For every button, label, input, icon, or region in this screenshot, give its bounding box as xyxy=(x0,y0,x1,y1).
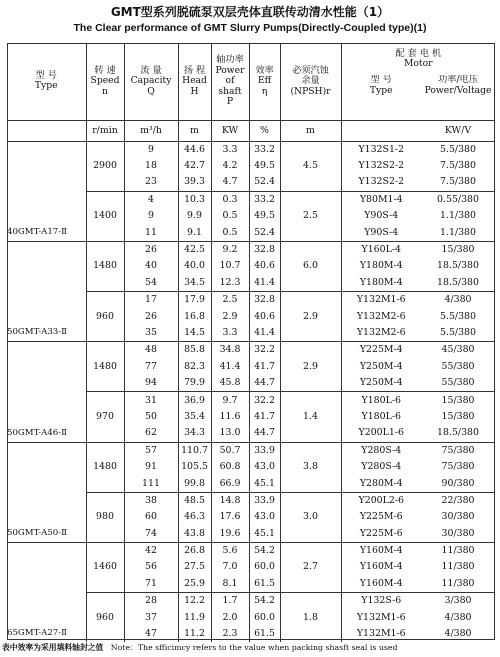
unit-motor-power: KW/V xyxy=(421,120,495,141)
power-cell: 17.6 xyxy=(211,509,249,525)
motor-power-cell: 3/380 xyxy=(421,593,495,610)
motor-type-cell: Y250M-4 xyxy=(341,359,421,375)
motor-power-cell: 90/380 xyxy=(441,477,475,489)
eff-cell: 41.7 xyxy=(249,359,280,375)
unit-power: KW xyxy=(211,120,249,141)
pump-type: 50GMT-A50-Ⅱ xyxy=(7,442,86,542)
capacity-cell: 42 xyxy=(124,542,178,559)
speed-cell: 1460 xyxy=(86,542,124,592)
motor-type-cell: Y132S2-2 xyxy=(341,174,421,191)
npsh-cell: 1.4 xyxy=(280,392,341,442)
head-cell: 85.8 xyxy=(178,342,211,359)
power-cell: 0.3 xyxy=(211,191,249,208)
head-cell: 105.5 xyxy=(178,459,211,475)
head-cell: 34.5 xyxy=(178,275,211,292)
motor-type-cell: Y280S-4 xyxy=(341,442,421,459)
capacity-cell: 40 xyxy=(124,258,178,274)
unit-npsh: m xyxy=(280,120,341,141)
capacity-cell: 50 xyxy=(124,409,178,425)
eff-cell: 33.2 xyxy=(249,191,280,208)
speed-cell: 1480 xyxy=(86,442,124,492)
power-cell: 7.0 xyxy=(211,559,249,575)
npsh-cell: 3.0 xyxy=(280,492,341,542)
motor-power-cell: 30/380 xyxy=(441,527,475,539)
pump-type: 40GMT-A17-Ⅱ xyxy=(7,141,86,241)
head-cell: 43.8 xyxy=(178,525,211,542)
motor-power-cell: 11/380 xyxy=(441,561,475,573)
motor-power-cell: 15/380 xyxy=(441,410,475,422)
npsh-cell: 2.9 xyxy=(280,342,341,392)
capacity-cell: 11 xyxy=(124,224,178,241)
unit-motor-type xyxy=(341,120,421,141)
power-cell: 34.8 xyxy=(211,342,249,359)
motor-power-cell: 1.1/380 xyxy=(440,226,476,238)
npsh-cell: 1.8 xyxy=(280,593,341,643)
npsh-cell: 2.9 xyxy=(280,292,341,342)
motor-power-cell: 18.5/380 xyxy=(437,427,479,439)
header-type: 型 号 Type xyxy=(34,69,58,92)
motor-type-cell: Y90S-4 xyxy=(341,224,421,241)
capacity-cell: 111 xyxy=(124,475,178,492)
motor-type-cell: Y160L-4 xyxy=(341,241,421,258)
header-speed: 转 速 Speed n xyxy=(86,43,124,120)
eff-cell: 49.5 xyxy=(249,208,280,224)
power-cell: 2.5 xyxy=(211,292,249,309)
power-cell: 9.7 xyxy=(211,392,249,409)
power-cell: 0.5 xyxy=(211,224,249,241)
motor-power-cell: 5.5/380 xyxy=(421,141,495,158)
header-npsh: 必须汽蚀 余量 (NPSH)r xyxy=(280,43,341,120)
head-cell: 79.9 xyxy=(178,375,211,392)
motor-power-cell: 7.5/380 xyxy=(440,160,476,172)
power-cell: 3.3 xyxy=(211,325,249,342)
motor-type-cell: Y250M-4 xyxy=(341,375,421,392)
power-cell: 4.2 xyxy=(211,158,249,174)
motor-power-cell: 7.5/380 xyxy=(440,176,476,188)
footnote-cn: 表中效率为采用填料轴封之值 xyxy=(2,643,104,652)
motor-power-cell: 15/380 xyxy=(421,241,495,258)
capacity-cell: 71 xyxy=(124,576,178,593)
capacity-cell: 74 xyxy=(124,525,178,542)
motor-type-cell: Y132M2-6 xyxy=(341,325,421,342)
table-row xyxy=(7,141,495,158)
speed-cell: 970 xyxy=(86,392,124,442)
unit-head: m xyxy=(178,120,211,141)
eff-cell: 44.7 xyxy=(249,425,280,442)
head-cell: 99.8 xyxy=(178,475,211,492)
pump-type: 65GMT-A27-Ⅱ xyxy=(7,542,86,642)
motor-power-cell: 5.5/380 xyxy=(440,326,476,338)
motor-type-cell: Y180L-6 xyxy=(341,409,421,425)
capacity-cell: 17 xyxy=(124,292,178,309)
speed-cell: 1400 xyxy=(86,191,124,241)
motor-type-cell: Y132S-6 xyxy=(341,593,421,610)
head-cell: 26.8 xyxy=(178,542,211,559)
unit-type xyxy=(7,120,86,141)
header-motor: 配 套 电 机 Motor xyxy=(341,43,495,75)
eff-cell: 45.1 xyxy=(249,475,280,492)
head-cell: 27.5 xyxy=(178,559,211,575)
eff-cell: 32.8 xyxy=(249,292,280,309)
eff-cell: 43.0 xyxy=(249,509,280,525)
motor-type-cell: Y200L1-6 xyxy=(341,425,421,442)
capacity-cell: 35 xyxy=(124,325,178,342)
power-cell: 4.7 xyxy=(211,174,249,191)
motor-power-cell: 5.5/380 xyxy=(440,310,476,322)
footnote xyxy=(2,642,498,653)
npsh-cell: 2.7 xyxy=(280,542,341,592)
footnote-en: Note：The sfficimcy refers to the value when packing shasft seal is used xyxy=(110,643,398,652)
motor-power-cell: 30/380 xyxy=(441,511,475,523)
motor-type-cell: Y180M-4 xyxy=(341,258,421,274)
motor-type-cell: Y80M1-4 xyxy=(341,191,421,208)
performance-table xyxy=(7,43,495,642)
motor-type-cell: Y160M-4 xyxy=(341,542,421,559)
power-cell: 60.8 xyxy=(211,459,249,475)
power-cell: 5.6 xyxy=(211,542,249,559)
head-cell: 46.3 xyxy=(178,509,211,525)
eff-cell: 32.8 xyxy=(249,241,280,258)
eff-cell: 40.6 xyxy=(249,308,280,324)
head-cell: 16.8 xyxy=(178,308,211,324)
power-cell: 11.6 xyxy=(211,409,249,425)
npsh-cell: 3.8 xyxy=(280,442,341,492)
capacity-cell: 4 xyxy=(124,191,178,208)
npsh-cell: 2.5 xyxy=(280,191,341,241)
capacity-cell: 57 xyxy=(124,442,178,459)
capacity-cell: 9 xyxy=(124,141,178,158)
header-head: 扬 程 Head H xyxy=(178,43,211,120)
motor-power-cell: 55/380 xyxy=(441,377,475,389)
eff-cell: 60.0 xyxy=(249,609,280,625)
eff-cell: 33.2 xyxy=(249,141,280,158)
motor-power-cell: 45/380 xyxy=(421,342,495,359)
capacity-cell: 94 xyxy=(124,375,178,392)
head-cell: 36.9 xyxy=(178,392,211,409)
power-cell: 0.5 xyxy=(211,208,249,224)
motor-power-cell: 75/380 xyxy=(421,442,495,459)
eff-cell: 32.2 xyxy=(249,392,280,409)
head-cell: 10.3 xyxy=(178,191,211,208)
eff-cell: 52.4 xyxy=(249,174,280,191)
motor-power-cell: 55/380 xyxy=(441,360,475,372)
capacity-cell: 37 xyxy=(124,609,178,625)
capacity-cell: 26 xyxy=(124,308,178,324)
eff-cell: 60.0 xyxy=(249,559,280,575)
eff-cell: 41.7 xyxy=(249,409,280,425)
power-cell: 10.7 xyxy=(211,258,249,274)
motor-power-cell: 1.1/380 xyxy=(440,210,476,222)
motor-power-cell: 11/380 xyxy=(441,577,475,589)
capacity-cell: 26 xyxy=(124,241,178,258)
power-cell: 1.7 xyxy=(211,593,249,610)
capacity-cell: 54 xyxy=(124,275,178,292)
head-cell: 39.3 xyxy=(178,174,211,191)
header-eff: 效率 Eff η xyxy=(249,43,280,120)
capacity-cell: 48 xyxy=(124,342,178,359)
speed-cell: 1480 xyxy=(86,342,124,392)
eff-cell: 61.5 xyxy=(249,626,280,642)
eff-cell: 41.4 xyxy=(249,325,280,342)
motor-type-cell: Y225M-6 xyxy=(341,525,421,542)
motor-type-cell: Y132M2-6 xyxy=(341,308,421,324)
table-row xyxy=(7,542,495,559)
motor-type-cell: Y200L2-6 xyxy=(341,492,421,509)
motor-power-cell: 18.5/380 xyxy=(437,260,479,272)
eff-cell: 45.1 xyxy=(249,525,280,542)
capacity-cell: 31 xyxy=(124,392,178,409)
motor-type-cell: Y225M-6 xyxy=(341,509,421,525)
motor-type-cell: Y160M-4 xyxy=(341,576,421,593)
motor-type-cell: Y280M-4 xyxy=(341,475,421,492)
power-cell: 2.3 xyxy=(211,626,249,642)
eff-cell: 61.5 xyxy=(249,576,280,593)
motor-type-cell: Y225M-4 xyxy=(341,342,421,359)
motor-type-cell: Y280S-4 xyxy=(341,459,421,475)
motor-power-cell: 4/380 xyxy=(444,628,472,640)
capacity-cell: 91 xyxy=(124,459,178,475)
unit-eff: % xyxy=(249,120,280,141)
pump-type: 50GMT-A46-Ⅱ xyxy=(7,342,86,442)
head-cell: 35.4 xyxy=(178,409,211,425)
capacity-cell: 60 xyxy=(124,509,178,525)
page-title: GMT型系列脱硫泵双层壳体直联传动清水性能（1） xyxy=(110,5,390,19)
speed-cell: 2900 xyxy=(86,141,124,191)
eff-cell: 54.2 xyxy=(249,542,280,559)
power-cell: 3.3 xyxy=(211,141,249,158)
header-motor-power: 功率/电压 Power/Voltage xyxy=(424,75,492,96)
motor-power-cell: 22/380 xyxy=(421,492,495,509)
power-cell: 2.9 xyxy=(211,308,249,324)
power-cell: 66.9 xyxy=(211,475,249,492)
eff-cell: 32.2 xyxy=(249,342,280,359)
eff-cell: 41.4 xyxy=(249,275,280,292)
power-cell: 12.3 xyxy=(211,275,249,292)
motor-type-cell: Y180L-6 xyxy=(341,392,421,409)
capacity-cell: 38 xyxy=(124,492,178,509)
unit-capacity: m³/h xyxy=(124,120,178,141)
eff-cell: 52.4 xyxy=(249,224,280,241)
motor-power-cell: 75/380 xyxy=(441,461,475,473)
eff-cell: 49.5 xyxy=(249,158,280,174)
power-cell: 45.8 xyxy=(211,375,249,392)
unit-speed: r/min xyxy=(86,120,124,141)
head-cell: 34.3 xyxy=(178,425,211,442)
power-cell: 50.7 xyxy=(211,442,249,459)
motor-type-cell: Y132M1-6 xyxy=(341,292,421,309)
motor-power-cell: 15/380 xyxy=(421,392,495,409)
eff-cell: 33.9 xyxy=(249,492,280,509)
npsh-cell: 4.5 xyxy=(280,141,341,191)
motor-power-cell: 4/380 xyxy=(444,611,472,623)
head-cell: 11.9 xyxy=(178,609,211,625)
table-row xyxy=(7,442,495,459)
motor-type-cell: Y132S1-2 xyxy=(341,141,421,158)
head-cell: 12.2 xyxy=(178,593,211,610)
page-subtitle: The Clear performance of GMT Slurry Pumps(Directly-Coupled type)(1) xyxy=(73,22,427,34)
header-motor-type: 型 号 Type xyxy=(341,75,421,120)
capacity-cell: 47 xyxy=(124,626,178,642)
npsh-cell: 6.0 xyxy=(280,241,341,291)
motor-type-cell: Y160M-4 xyxy=(341,559,421,575)
eff-cell: 40.6 xyxy=(249,258,280,274)
eff-cell: 33.9 xyxy=(249,442,280,459)
motor-power-cell: 18.5/380 xyxy=(437,276,479,288)
speed-cell: 960 xyxy=(86,292,124,342)
speed-cell: 980 xyxy=(86,492,124,542)
head-cell: 42.7 xyxy=(178,158,211,174)
head-cell: 110.7 xyxy=(178,442,211,459)
head-cell: 48.5 xyxy=(178,492,211,509)
head-cell: 17.9 xyxy=(178,292,211,309)
speed-cell: 960 xyxy=(86,593,124,643)
table-row xyxy=(7,342,495,359)
power-cell: 14.8 xyxy=(211,492,249,509)
power-cell: 9.2 xyxy=(211,241,249,258)
motor-power-cell: 0.55/380 xyxy=(421,191,495,208)
head-cell: 14.5 xyxy=(178,325,211,342)
head-cell: 9.9 xyxy=(178,208,211,224)
table-row xyxy=(7,241,495,258)
power-cell: 2.0 xyxy=(211,609,249,625)
header-capacity: 流 量 Capacity Q xyxy=(124,43,178,120)
head-cell: 25.9 xyxy=(178,576,211,593)
motor-type-cell: Y90S-4 xyxy=(341,208,421,224)
pump-type: 50GMT-A33-Ⅱ xyxy=(7,241,86,341)
motor-type-cell: Y180M-4 xyxy=(341,275,421,292)
capacity-cell: 28 xyxy=(124,593,178,610)
eff-cell: 54.2 xyxy=(249,593,280,610)
head-cell: 44.6 xyxy=(178,141,211,158)
head-cell: 40.0 xyxy=(178,258,211,274)
motor-type-cell: Y132M1-6 xyxy=(341,626,421,642)
motor-type-cell: Y132S2-2 xyxy=(341,158,421,174)
speed-cell: 1480 xyxy=(86,241,124,291)
eff-cell: 43.0 xyxy=(249,459,280,475)
power-cell: 8.1 xyxy=(211,576,249,593)
motor-type-cell: Y132M1-6 xyxy=(341,609,421,625)
power-cell: 41.4 xyxy=(211,359,249,375)
eff-cell: 44.7 xyxy=(249,375,280,392)
capacity-cell: 23 xyxy=(124,174,178,191)
motor-power-cell: 4/380 xyxy=(421,292,495,309)
capacity-cell: 9 xyxy=(124,208,178,224)
head-cell: 42.5 xyxy=(178,241,211,258)
capacity-cell: 18 xyxy=(124,158,178,174)
power-cell: 13.0 xyxy=(211,425,249,442)
power-cell: 19.6 xyxy=(211,525,249,542)
capacity-cell: 62 xyxy=(124,425,178,442)
capacity-cell: 77 xyxy=(124,359,178,375)
head-cell: 11.2 xyxy=(178,626,211,642)
motor-power-cell: 11/380 xyxy=(421,542,495,559)
header-power: 轴功率 Power of shaft P xyxy=(211,43,249,120)
head-cell: 82.3 xyxy=(178,359,211,375)
capacity-cell: 56 xyxy=(124,559,178,575)
head-cell: 9.1 xyxy=(178,224,211,241)
